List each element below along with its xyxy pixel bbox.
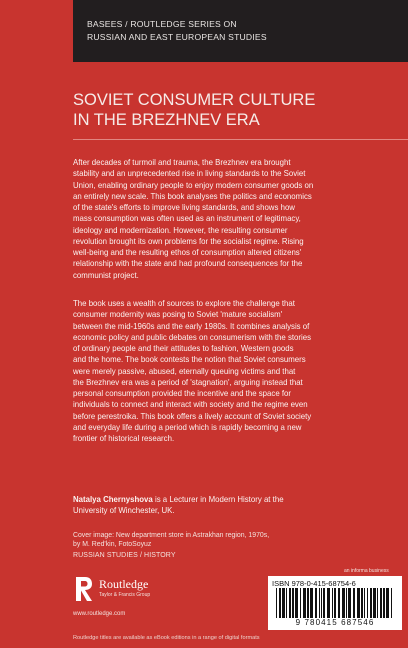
description-line: stability and an unprecedented rise in living standards to the Soviet xyxy=(73,169,306,179)
barcode-bar xyxy=(292,588,294,618)
description-line: communist project. xyxy=(73,270,139,280)
isbn-label: ISBN 978-0-415-68754-6 xyxy=(272,579,356,588)
barcode-bar xyxy=(332,588,333,618)
barcode-bar xyxy=(289,588,291,618)
barcode-bar xyxy=(377,588,378,618)
divider-rule xyxy=(73,139,408,140)
barcode-bar xyxy=(334,588,336,618)
barcode-bar xyxy=(353,588,355,618)
barcode-bar xyxy=(338,588,340,618)
barcode-bar xyxy=(386,588,389,618)
description-line: and the home. The book contests the notion that Soviet consumers xyxy=(73,355,306,365)
cover-credit-line1: Cover image: New department store in Astrakhan region, 1970s, xyxy=(73,532,270,539)
description-line: individuals to connect and interact with society and the regime even xyxy=(73,400,308,410)
description-paragraph-1 xyxy=(73,157,313,281)
barcode-bar xyxy=(307,588,309,618)
book-title xyxy=(73,90,315,130)
description-line: personal consumption provided the incentive and the space for xyxy=(73,389,292,398)
barcode-bar xyxy=(286,588,287,618)
description-line: an entirely new scale. This book analyses the politics and economics xyxy=(73,191,312,201)
book-title-line1: SOVIET CONSUMER CULTURE xyxy=(73,91,316,109)
barcode-bar xyxy=(276,588,277,618)
barcode-digits: 9 780415 687546 xyxy=(295,618,375,627)
barcode-bar xyxy=(323,588,325,618)
barcode-bar xyxy=(361,588,363,618)
barcode-bar xyxy=(319,588,320,618)
description-line: ideology and modernization. However, the resulting consumer xyxy=(73,225,288,235)
barcode-bar xyxy=(380,588,382,618)
author-bio xyxy=(73,494,284,517)
barcode-bar xyxy=(348,588,351,618)
series-name-line1: BASEES / ROUTLEDGE SERIES ON xyxy=(87,19,237,29)
barcode-bar xyxy=(321,588,322,618)
description-paragraph-2 xyxy=(73,298,311,444)
description-line: of the state's efforts to improve living standards, and shows how xyxy=(73,203,295,212)
barcode-bar xyxy=(327,588,330,618)
series-banner xyxy=(73,0,408,62)
description-line: the Brezhnev era was a period of 'stagnation', arguing instead that xyxy=(73,377,303,387)
barcode-bar xyxy=(315,588,317,618)
barcode-bar xyxy=(370,588,372,618)
barcode-bar xyxy=(279,588,281,618)
description-line: relationship with the state and had profound consequences for the xyxy=(73,259,303,269)
barcode-bar xyxy=(295,588,298,618)
description-line: consumer modernity was posing to Soviet 'mature socialism' xyxy=(73,310,283,320)
description-line: revolution brought its own problems for the socialist regime. Rising xyxy=(73,236,304,246)
routledge-r-icon xyxy=(73,575,95,603)
description-line: well-being and the resulting ethos of consumption altered citizens' xyxy=(73,248,302,257)
barcode-bar xyxy=(367,588,368,618)
routledge-logo xyxy=(73,575,193,609)
cover-credit-line2: by M. Red'kin, FotoSoyuz xyxy=(73,541,152,549)
isbn-barcode xyxy=(268,576,402,630)
description-line: between the mid-1960s and the early 1980s. It combines analysis of xyxy=(73,321,310,331)
publisher-name: Routledge xyxy=(99,577,149,591)
description-line: were merely passive, abused, eternally queuing victims and that xyxy=(73,366,296,376)
barcode-bar xyxy=(342,588,345,618)
barcode-bar xyxy=(364,588,365,618)
barcode-bar xyxy=(391,588,392,618)
barcode-bar xyxy=(357,588,360,618)
description-line: Union, enabling ordinary people to enjoy modern consumer goods on xyxy=(73,180,314,190)
cover-image-credit xyxy=(73,531,269,550)
barcode-bar xyxy=(282,588,285,618)
description-line: The book uses a wealth of sources to explore the challenge that xyxy=(73,299,295,308)
barcode-bar xyxy=(303,588,306,618)
barcode-bar xyxy=(373,588,376,618)
barcode-bar xyxy=(310,588,313,618)
description-line: economic policy and public debates on consumerism with the stories xyxy=(73,332,312,342)
series-name-line2: RUSSIAN AND EAST EUROPEAN STUDIES xyxy=(87,32,267,42)
publisher-url[interactable]: www.routledge.com xyxy=(73,611,126,617)
author-bio-line2: University of Winchester, UK. xyxy=(73,506,175,516)
ebook-note: Routledge titles are available as eBook editions in a range of digital formats xyxy=(73,635,260,641)
barcode-bars xyxy=(274,588,396,618)
publisher-subtitle: Taylor & Francis Group xyxy=(99,592,151,598)
description-line: before perestroika. This book offers a lively account of Soviet society xyxy=(73,411,312,421)
informa-tagline: an informa business xyxy=(344,568,389,574)
book-title-line2: IN THE BREZHNEV ERA xyxy=(73,111,260,129)
description-line: and everyday life during a period which is rapidly becoming a new xyxy=(73,422,302,432)
subject-category: RUSSIAN STUDIES / HISTORY xyxy=(73,552,176,559)
description-line: of ordinary people and their attitudes to fashion, Western goods xyxy=(73,344,294,353)
description-line: frontier of historical research. xyxy=(73,434,175,443)
author-bio-text: is a Lecturer in Modern History at the xyxy=(152,495,284,504)
description-line: After decades of turmoil and trauma, the Brezhnev era brought xyxy=(73,158,291,167)
author-name: Natalya Chernyshova xyxy=(73,495,153,504)
barcode-bar xyxy=(346,588,347,618)
barcode-bar xyxy=(383,588,385,618)
barcode-bar xyxy=(300,588,301,618)
description-line: mass consumption was often used as an instrument of legitimacy, xyxy=(73,214,301,224)
